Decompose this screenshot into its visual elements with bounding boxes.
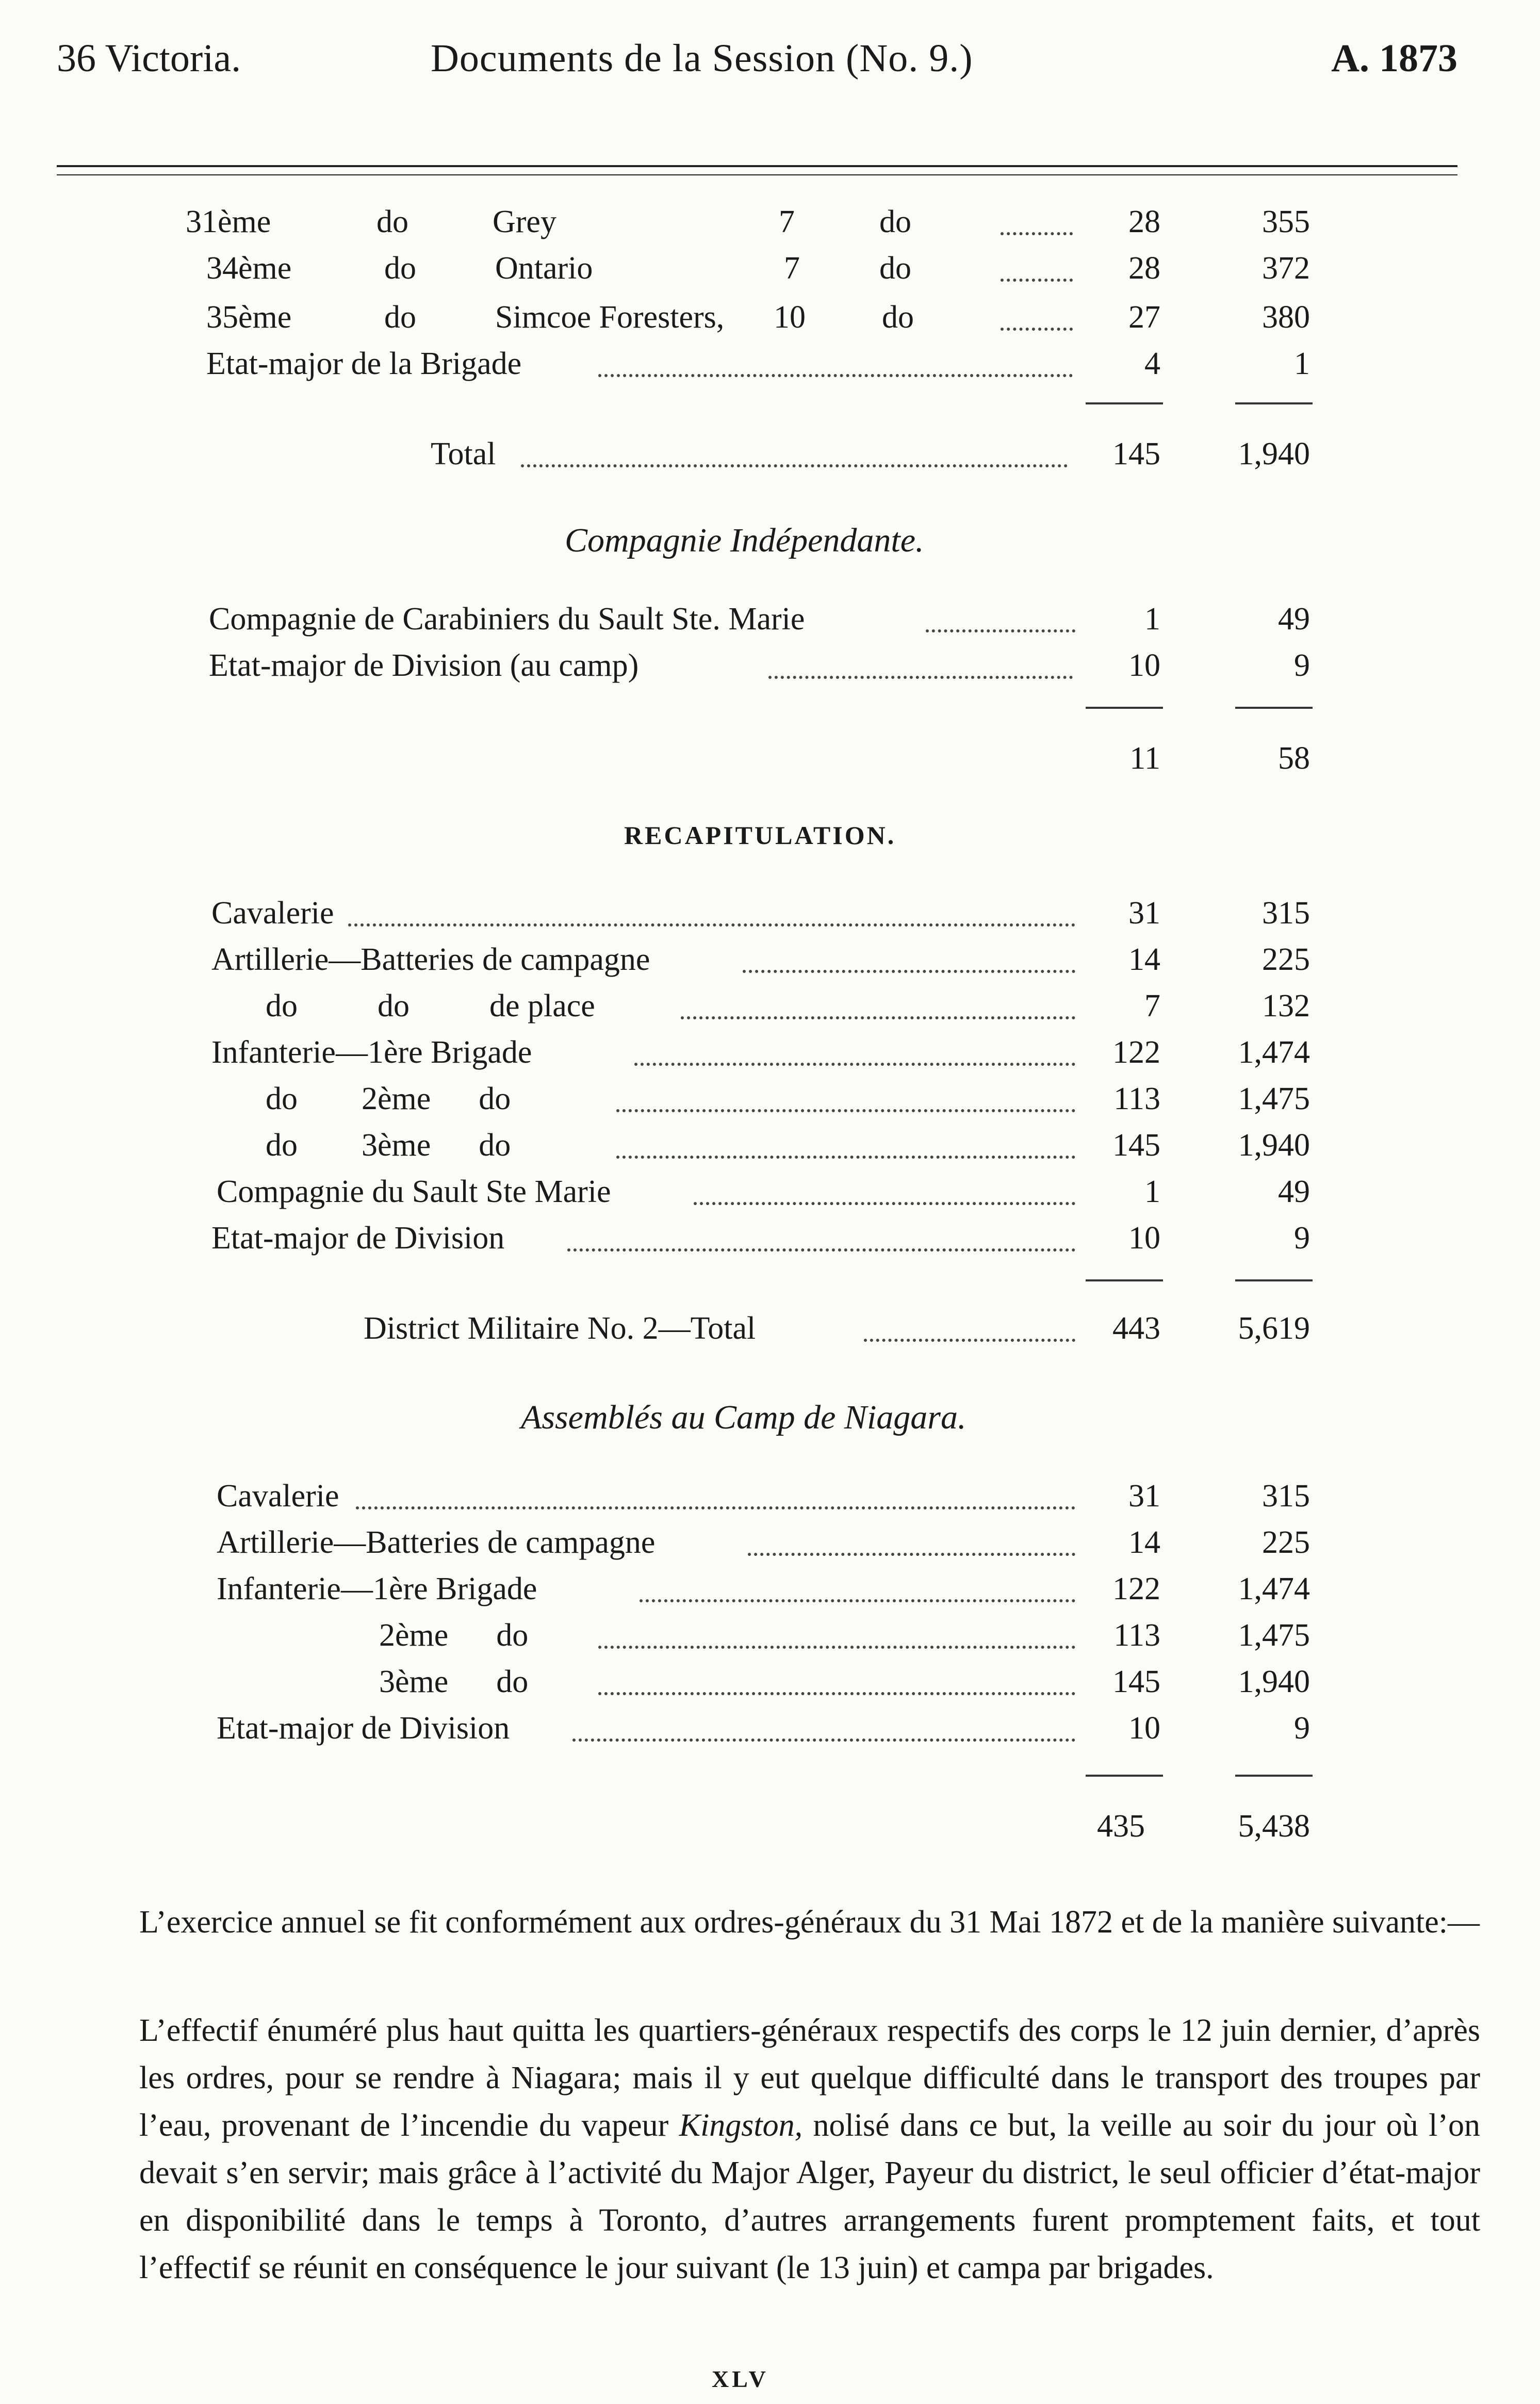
ditto: do xyxy=(879,204,911,239)
sum-line xyxy=(1086,1775,1163,1777)
row-label: do 3ème do xyxy=(266,1128,511,1163)
men-total: 5,619 xyxy=(1238,1311,1310,1346)
officers-value: 7 xyxy=(1144,988,1160,1024)
ditto: do xyxy=(376,204,408,239)
men-value: 1,475 xyxy=(1238,1081,1310,1116)
row-label: Etat-major de la Brigade xyxy=(206,346,522,381)
county-name: Simcoe Foresters, xyxy=(495,300,725,335)
company-count: 10 xyxy=(774,300,806,335)
officers-value: 113 xyxy=(1113,1618,1160,1653)
recap-row xyxy=(0,1078,1540,1119)
recap-row xyxy=(0,985,1540,1027)
section-heading: Compagnie Indépendante. xyxy=(565,522,924,559)
officers-value: 31 xyxy=(1128,896,1160,931)
leader-dots xyxy=(616,1106,1075,1112)
leader-dots xyxy=(598,1689,1075,1695)
men-value: 9 xyxy=(1294,1711,1310,1746)
recap-row xyxy=(0,892,1540,934)
paragraph-body xyxy=(139,2007,1480,2292)
ditto: do xyxy=(879,251,911,286)
assembled-total-row xyxy=(0,1806,1540,1847)
sum-line xyxy=(1235,707,1313,709)
officers-value: 31 xyxy=(1128,1479,1160,1514)
men-value: 132 xyxy=(1262,988,1310,1024)
officers-total: 145 xyxy=(1112,436,1160,472)
paragraph-text xyxy=(139,2007,1480,2292)
men-value: 49 xyxy=(1278,602,1310,637)
brigade-staff-row xyxy=(0,343,1540,384)
total-label: Total xyxy=(431,436,496,472)
row-label: Compagnie de Carabiniers du Sault Ste. Marie xyxy=(209,602,805,637)
company-count: 7 xyxy=(784,251,800,286)
header-year: A. 1873 xyxy=(1331,37,1457,80)
men-value: 1,940 xyxy=(1238,1128,1310,1163)
officers-value: 113 xyxy=(1113,1081,1160,1116)
row-label: Infanterie—1ère Brigade xyxy=(211,1035,532,1070)
paragraph-text-b: nolisé dans ce but, la veille au soir du jour où l’on devait s’en servir; mais grâce à l’activité du Major Alger, Payeur du district, le seul officier d’état-major en disponibilité dans le temps à Toronto, d’autres arrangements furent promptement faits, et tout l’effectif se réunit en conséquence le jour suivant (le 13 juin) et campa par brigades. xyxy=(139,2108,1480,2285)
men-value: 1,474 xyxy=(1238,1035,1310,1070)
county-name: Grey xyxy=(493,204,556,239)
county-name: Ontario xyxy=(495,251,593,286)
row-label: 2ème do xyxy=(379,1618,529,1653)
assembled-row xyxy=(0,1522,1540,1563)
assembled-row xyxy=(0,1708,1540,1749)
ditto: do xyxy=(384,300,416,335)
regiment-label: 31ème xyxy=(186,204,271,239)
officers-value: 1 xyxy=(1144,1174,1160,1209)
ditto: do xyxy=(882,300,914,335)
leader-dots xyxy=(572,1735,1075,1742)
row-label: 3ème do xyxy=(379,1664,529,1699)
leader-dots xyxy=(598,1643,1075,1649)
sum-line xyxy=(1235,1279,1313,1281)
men-total: 58 xyxy=(1278,741,1310,776)
header-title: Documents de la Session (No. 9.) xyxy=(431,37,973,80)
brigade-row xyxy=(0,201,1540,242)
leader-dots xyxy=(356,1503,1075,1509)
men-total: 5,438 xyxy=(1238,1809,1310,1844)
header-left: 36 Victoria. xyxy=(57,37,241,80)
leader-dots xyxy=(640,1596,1075,1602)
section-heading: RECAPITULATION. xyxy=(624,821,896,850)
officers-value: 27 xyxy=(1128,300,1160,335)
officers-value: 122 xyxy=(1112,1571,1160,1606)
men-value: 315 xyxy=(1262,896,1310,931)
regiment-label: 34ème xyxy=(206,251,292,286)
officers-value: 122 xyxy=(1112,1035,1160,1070)
leader-dots xyxy=(634,1060,1075,1066)
officers-total: 435 xyxy=(1097,1809,1145,1844)
assembled-row xyxy=(0,1568,1540,1610)
assembled-row xyxy=(0,1615,1540,1656)
row-label: do 2ème do xyxy=(266,1081,511,1116)
men-value: 1,474 xyxy=(1238,1571,1310,1606)
men-value: 49 xyxy=(1278,1174,1310,1209)
officers-value: 14 xyxy=(1128,1525,1160,1560)
page-folio: XLV xyxy=(712,2366,769,2392)
officers-total: 443 xyxy=(1112,1311,1160,1346)
officers-value: 10 xyxy=(1128,1221,1160,1256)
independent-row xyxy=(0,598,1540,640)
leader-dots xyxy=(567,1245,1075,1252)
officers-value: 10 xyxy=(1128,1711,1160,1746)
paragraph-text-a: L’effectif énuméré plus haut quitta les quartiers-généraux respectifs des corps le 12 juin dernier, d’après les ordres, pour se rendre à Niagara; mais il y eut quelque difficulté dans le transport des troupes par l’eau, provenant de l’incendie du vapeur xyxy=(139,2013,1480,2143)
officers-value: 28 xyxy=(1128,204,1160,239)
leader-dots xyxy=(598,371,1073,377)
officers-total: 11 xyxy=(1129,741,1160,776)
recap-row xyxy=(0,1217,1540,1259)
sum-line xyxy=(1086,707,1163,709)
sum-line xyxy=(1235,402,1313,404)
header-rule xyxy=(57,165,1457,167)
officers-value: 1 xyxy=(1144,602,1160,637)
leader-dots xyxy=(521,461,1068,467)
row-label: Etat-major de Division xyxy=(211,1221,505,1256)
men-value: 380 xyxy=(1262,300,1310,335)
ship-name: Kingston, xyxy=(679,2108,803,2143)
men-value: 1,940 xyxy=(1238,1664,1310,1699)
recap-row xyxy=(0,939,1540,980)
men-value: 225 xyxy=(1262,942,1310,977)
recap-total-row xyxy=(0,1308,1540,1349)
men-value: 315 xyxy=(1262,1479,1310,1514)
leader-dots xyxy=(616,1152,1075,1159)
row-label: Cavalerie xyxy=(217,1479,339,1514)
paragraph-text: L’exercice annuel se fit conformément aux ordres-généraux du 31 Mai 1872 et de la manière suivante:— xyxy=(139,1905,1480,1940)
sum-line xyxy=(1086,1279,1163,1281)
row-label: Compagnie du Sault Ste Marie xyxy=(217,1174,611,1209)
ditto: do xyxy=(384,251,416,286)
row-label: Etat-major de Division xyxy=(217,1711,510,1746)
officers-value: 4 xyxy=(1144,346,1160,381)
sum-line xyxy=(1086,402,1163,404)
row-label: Etat-major de Division (au camp) xyxy=(209,648,639,683)
section-heading: Assemblés au Camp de Niagara. xyxy=(521,1399,966,1436)
independent-total-row xyxy=(0,738,1540,779)
brigade-row xyxy=(0,248,1540,289)
row-label: Artillerie—Batteries de campagne xyxy=(211,942,650,977)
men-value: 355 xyxy=(1262,204,1310,239)
assembled-row xyxy=(0,1661,1540,1702)
officers-value: 14 xyxy=(1128,942,1160,977)
officers-value: 10 xyxy=(1128,648,1160,683)
row-label: Infanterie—1ère Brigade xyxy=(217,1571,537,1606)
header-rule-thin xyxy=(57,174,1457,175)
men-value: 225 xyxy=(1262,1525,1310,1560)
row-label: Cavalerie xyxy=(211,896,334,931)
officers-value: 145 xyxy=(1112,1128,1160,1163)
row-label: do do de place xyxy=(266,988,595,1024)
recap-row xyxy=(0,1125,1540,1166)
men-total: 1,940 xyxy=(1238,436,1310,472)
recap-row xyxy=(0,1171,1540,1212)
officers-value: 28 xyxy=(1128,251,1160,286)
assembled-row xyxy=(0,1475,1540,1517)
leader-dots xyxy=(348,920,1075,927)
brigade-row xyxy=(0,297,1540,338)
men-value: 1,475 xyxy=(1238,1618,1310,1653)
men-value: 9 xyxy=(1294,1221,1310,1256)
men-value: 1 xyxy=(1294,346,1310,381)
regiment-label: 35ème xyxy=(206,300,292,335)
company-count: 7 xyxy=(779,204,795,239)
total-label: District Militaire No. 2—Total xyxy=(364,1311,756,1346)
row-label: Artillerie—Batteries de campagne xyxy=(217,1525,656,1560)
recap-row xyxy=(0,1032,1540,1073)
officers-value: 145 xyxy=(1112,1664,1160,1699)
paragraph-intro xyxy=(139,1898,1480,1946)
brigade-total-row xyxy=(0,433,1540,475)
men-value: 372 xyxy=(1262,251,1310,286)
men-value: 9 xyxy=(1294,648,1310,683)
independent-row xyxy=(0,645,1540,686)
sum-line xyxy=(1235,1775,1313,1777)
